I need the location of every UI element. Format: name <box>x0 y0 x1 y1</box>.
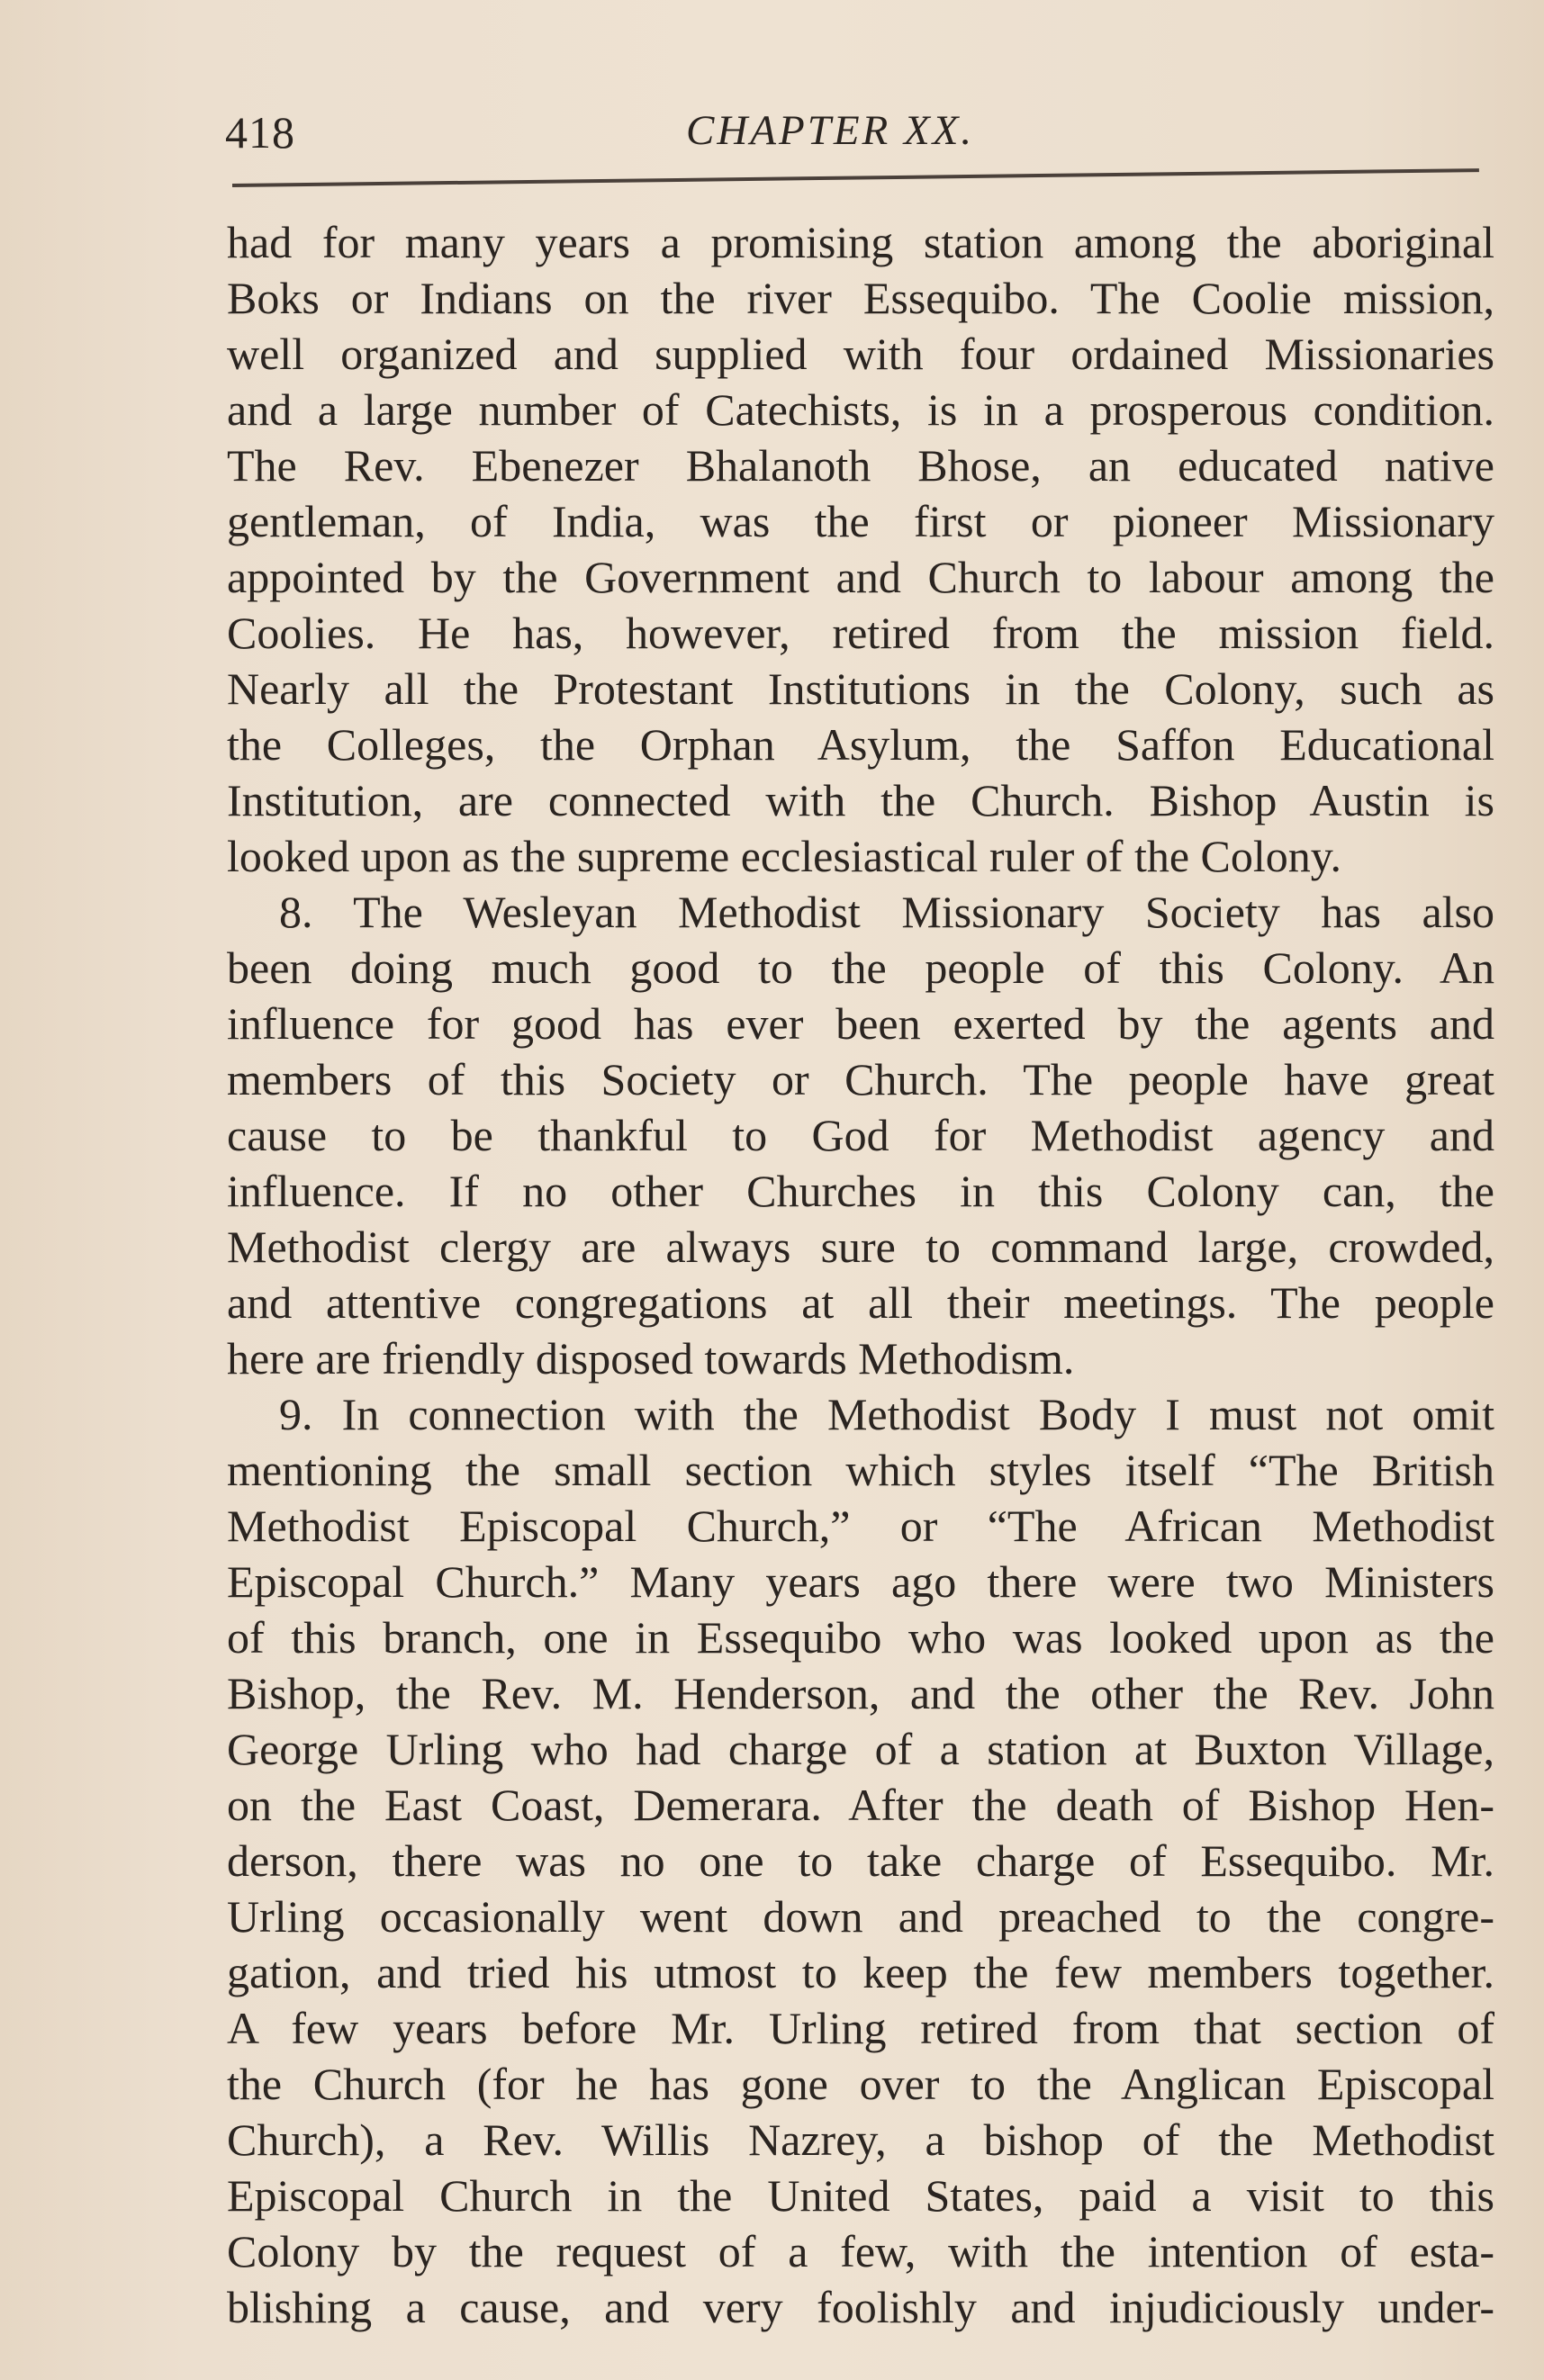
text-line: Colony by the request of a few, with the intention of esta- <box>227 2226 1494 2276</box>
text-line: derson, there was no one to take charge of Essequibo. Mr. <box>227 1835 1494 1886</box>
text-line: gation, and tried his utmost to keep the few members together. <box>227 1947 1494 1997</box>
text-line: gentleman, of India, was the first or pioneer Missionary <box>227 496 1494 546</box>
text-line: on the East Coast, Demerara. After the death of Bishop Hen- <box>227 1780 1494 1830</box>
page-number: 418 <box>225 107 295 158</box>
text-line: Bishop, the Rev. M. Henderson, and the other the Rev. John <box>227 1668 1494 1718</box>
page-header <box>225 106 1485 169</box>
text-line: Coolies. He has, however, retired from the mission field. <box>227 608 1494 658</box>
text-line: 9. In connection with the Methodist Body I must not omit <box>279 1389 1494 1439</box>
text-line: blishing a cause, and very foolishly and injudiciously under- <box>227 2282 1494 2332</box>
text-line: George Urling who had charge of a station at Buxton Village, <box>227 1724 1494 1774</box>
text-line: and attentive congregations at all their meetings. The people <box>227 1277 1494 1328</box>
text-line: influence. If no other Churches in this Colony can, the <box>227 1166 1494 1216</box>
text-line: A few years before Mr. Urling retired from that section of <box>227 2003 1494 2053</box>
text-line: looked upon as the supreme ecclesiastical ruler of the Colony. <box>227 831 1342 881</box>
text-line: and a large number of Catechists, is in a prosperous condition. <box>227 384 1494 435</box>
text-line: Nearly all the Protestant Institutions in the Colony, such as <box>227 663 1494 714</box>
text-line: Church), a Rev. Willis Nazrey, a bishop of the Methodist <box>227 2114 1494 2165</box>
text-line: Institution, are connected with the Church. Bishop Austin is <box>227 775 1494 825</box>
header-rule <box>232 168 1479 187</box>
text-line: influence for good has ever been exerted by the agents and <box>227 998 1494 1049</box>
text-line: Urling occasionally went down and preached to the congre- <box>227 1891 1494 1942</box>
text-line: Boks or Indians on the river Essequibo. The Coolie mission, <box>227 273 1494 323</box>
text-line: Episcopal Church.” Many years ago there were two Ministers <box>227 1556 1494 1607</box>
text-line: here are friendly disposed towards Methodism. <box>227 1333 1075 1384</box>
text-line: cause to be thankful to God for Methodist agency and <box>227 1110 1494 1160</box>
running-head: CHAPTER XX. <box>686 107 975 154</box>
text-line: of this branch, one in Essequibo who was looked upon as the <box>227 1612 1494 1663</box>
text-line: Methodist clergy are always sure to command large, crowded, <box>227 1222 1494 1272</box>
text-line: mentioning the small section which styles itself “The British <box>227 1445 1494 1495</box>
body-text <box>227 214 1494 2335</box>
text-line: been doing much good to the people of this Colony. An <box>227 942 1494 993</box>
text-line: the Church (for he has gone over to the Anglican Episcopal <box>227 2059 1494 2109</box>
text-line: Methodist Episcopal Church,” or “The African Methodist <box>227 1501 1494 1551</box>
text-line: The Rev. Ebenezer Bhalanoth Bhose, an educated native <box>227 440 1494 491</box>
text-line: 8. The Wesleyan Methodist Missionary Society has also <box>279 887 1494 937</box>
text-line: Episcopal Church in the United States, paid a visit to this <box>227 2170 1494 2221</box>
text-line: well organized and supplied with four ordained Missionaries <box>227 329 1494 379</box>
text-line: members of this Society or Church. The people have great <box>227 1054 1494 1104</box>
text-line: appointed by the Government and Church to labour among the <box>227 552 1494 602</box>
text-line: had for many years a promising station among the aboriginal <box>227 217 1494 267</box>
text-line: the Colleges, the Orphan Asylum, the Saffon Educational <box>227 719 1494 770</box>
